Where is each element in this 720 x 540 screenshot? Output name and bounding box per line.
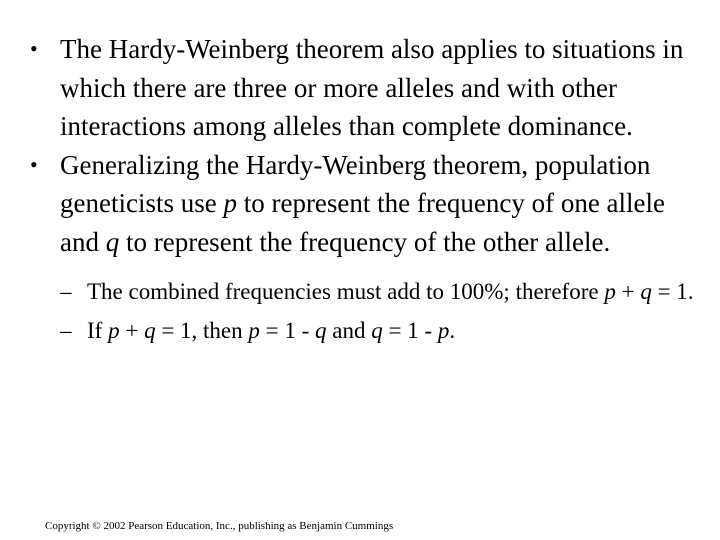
text-segment: . xyxy=(449,318,456,343)
text-segment: = 1. xyxy=(651,279,694,304)
text-segment: = 1, then xyxy=(155,318,249,343)
sub-bullet-text xyxy=(87,318,455,343)
text-segment: + xyxy=(615,279,641,304)
text-segment: If xyxy=(87,318,109,343)
bullet-marker: • xyxy=(30,151,38,177)
variable-p: p xyxy=(248,318,260,343)
variable-q: q xyxy=(371,318,383,343)
bullet-item-1 xyxy=(28,30,698,146)
variable-p: p xyxy=(437,318,450,343)
variable-q: q xyxy=(315,318,327,343)
text-segment: = 1 - xyxy=(382,318,438,343)
text-segment: = 1 - xyxy=(259,318,316,343)
sub-bullet-list xyxy=(60,275,698,347)
bullet-list xyxy=(28,30,698,353)
text-segment: + xyxy=(119,318,145,343)
sub-bullet-item-1 xyxy=(60,275,698,308)
variable-p: p xyxy=(108,318,120,343)
sub-bullet-item-2 xyxy=(60,314,698,347)
sub-bullet-marker: – xyxy=(60,279,72,304)
variable-q: q xyxy=(640,279,652,304)
bullet-text: The Hardy-Weinberg theorem also applies to situations in which there are three or more alleles and with other interactions among alleles than complete dominance. xyxy=(60,34,684,141)
sub-bullet-marker: – xyxy=(60,318,72,343)
copyright-footer: Copyright © 2002 Pearson Education, Inc., publishing as Benjamin Cummings xyxy=(45,520,394,532)
variable-q: q xyxy=(105,226,120,257)
text-segment: to represent the frequency of one allele and xyxy=(60,188,666,257)
text-segment: and xyxy=(326,318,372,343)
variable-q: q xyxy=(144,318,156,343)
bullet-item-2 xyxy=(28,146,698,348)
bullet-marker: • xyxy=(30,36,38,61)
variable-p: p xyxy=(604,279,616,304)
text-segment: The combined frequencies must add to 100%; therefore xyxy=(87,279,605,304)
sub-bullet-text xyxy=(87,279,694,304)
text-segment: Generalizing the Hardy-Weinberg theorem, population geneticists use xyxy=(60,149,651,218)
variable-p: p xyxy=(223,188,237,218)
bullet-text xyxy=(60,150,665,257)
text-segment: to represent the frequency of the other allele. xyxy=(119,226,611,257)
